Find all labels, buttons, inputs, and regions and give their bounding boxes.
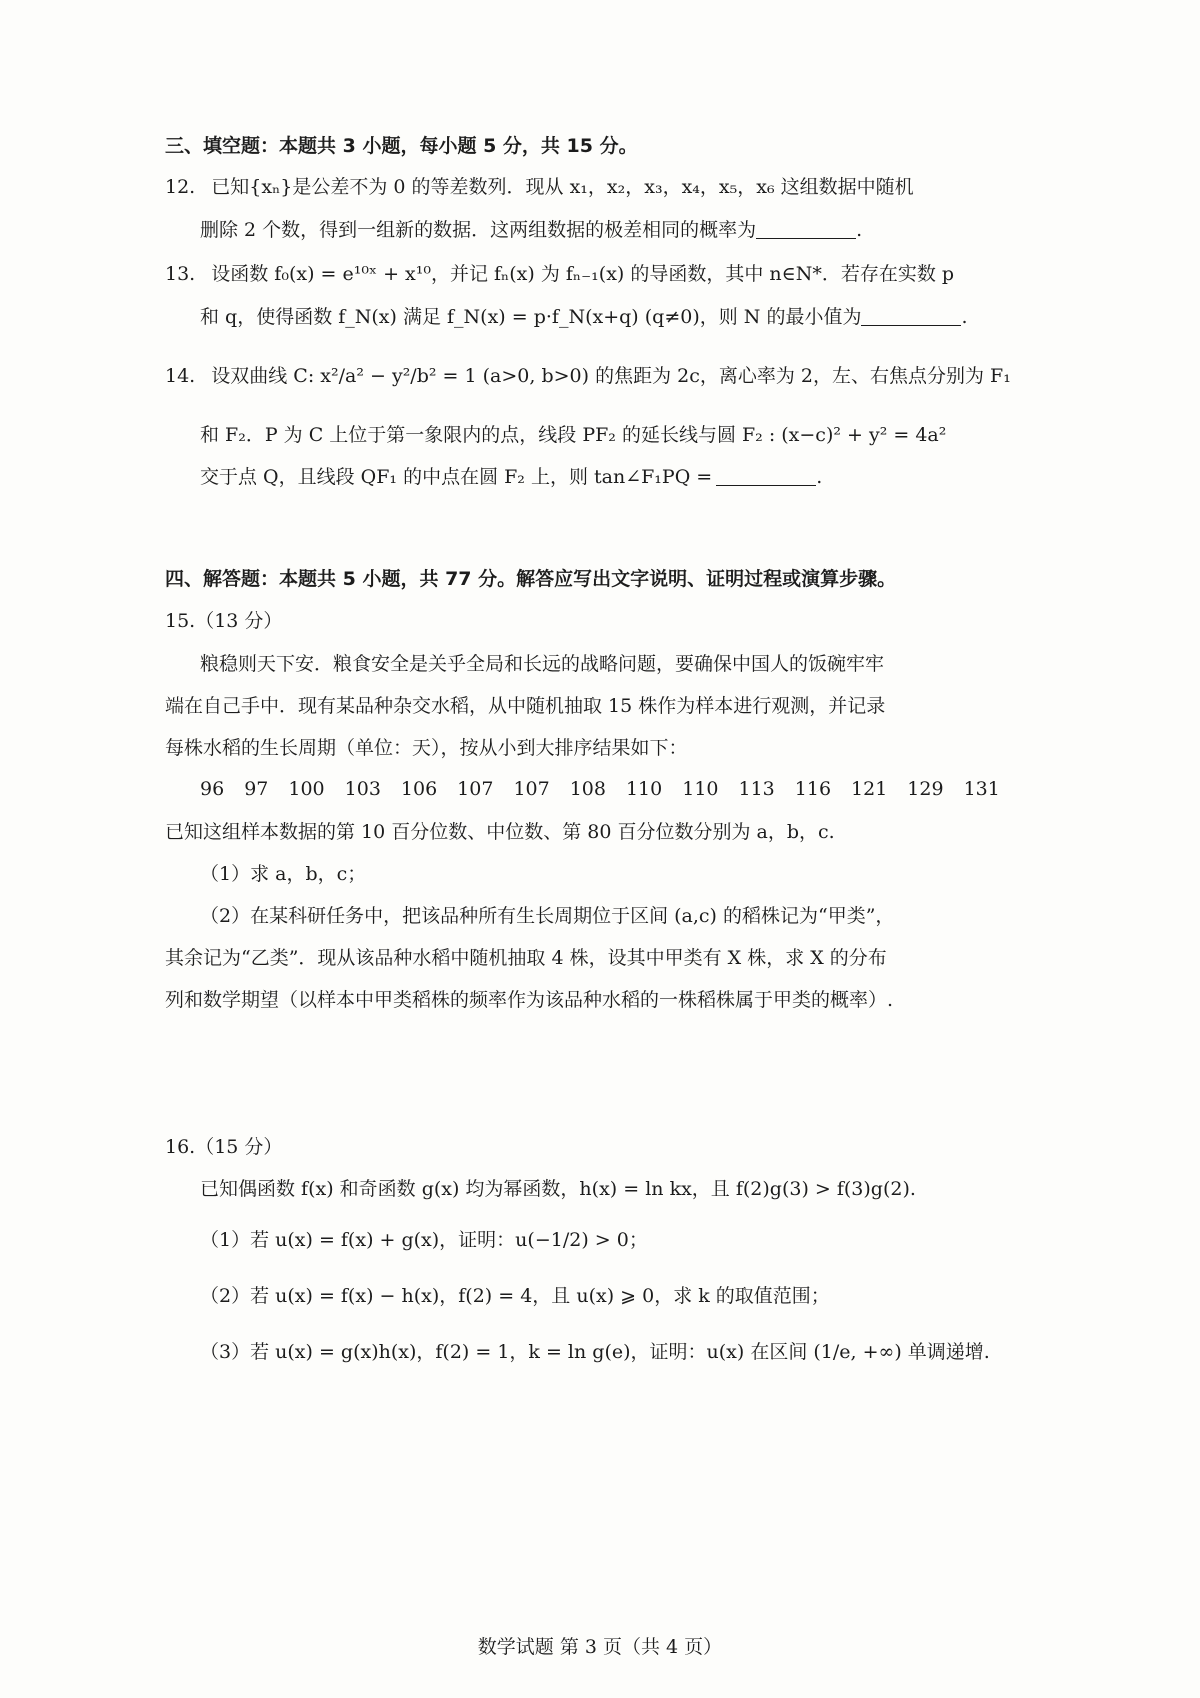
q12-period: . xyxy=(856,219,863,241)
q14-number: 14. xyxy=(165,365,196,387)
sample-value: 106 xyxy=(400,778,438,800)
q12-answer-blank[interactable] xyxy=(756,220,856,239)
q12-text1: 已知{xₙ}是公差不为 0 的等差数列．现从 x₁，x₂，x₃，x₄，x₅，x₆ 这组数据中随机 xyxy=(211,176,914,198)
sample-value: 103 xyxy=(344,778,381,800)
q15-subquestion-2-line1: （2）在某科研任务中，把该品种所有生长周期位于区间 (a,c) 的稻株记为“甲类”， xyxy=(200,905,895,927)
sample-value: 110 xyxy=(625,778,663,800)
q15-paragraph-line4: 已知这组样本数据的第 10 百分位数、中位数、第 80 百分位数分别为 a，b，c. xyxy=(165,821,835,843)
q15-paragraph-line2: 端在自己手中．现有某品种杂交水稻，从中随机抽取 15 株作为样本进行观测，并记录 xyxy=(165,695,886,717)
q16-paragraph: 已知偶函数 f(x) 和奇函数 g(x) 均为幂函数，h(x) = ln kx，且 f(2)g(3) > f(3)g(2). xyxy=(200,1178,916,1200)
q15-sample-data xyxy=(200,780,1020,799)
q14-text1: 设双曲线 C: x²/a² − y²/b² = 1 (a>0, b>0) 的焦距为 2c，离心率为 2，左、右焦点分别为 F₁ xyxy=(211,365,1011,387)
q14-line3 xyxy=(200,467,822,487)
q12-line1 xyxy=(165,178,914,197)
q15-paragraph-line3: 每株水稻的生长周期（单位：天），按从小到大排序结果如下： xyxy=(165,737,688,759)
q12-line2 xyxy=(200,220,862,240)
sample-value: 113 xyxy=(738,778,775,800)
q15-subquestion-2-line3: 列和数学期望（以样本中甲类稻株的频率作为该品种水稻的一株稻株属于甲类的概率）. xyxy=(165,989,894,1011)
sample-value: 129 xyxy=(907,778,944,800)
q16-header: 16.（15 分） xyxy=(165,1136,283,1158)
sample-value: 97 xyxy=(244,778,269,800)
q14-answer-blank[interactable] xyxy=(716,467,816,486)
q13-line2 xyxy=(200,307,968,327)
section4-heading: 四、解答题：本题共 5 小题，共 77 分。解答应写出文字说明、证明过程或演算步骤。 xyxy=(165,568,897,590)
sample-value: 116 xyxy=(794,778,832,800)
q13-text1: 设函数 f₀(x) = e¹⁰ˣ + x¹⁰，并记 fₙ(x) 为 fₙ₋₁(x) 的导函数，其中 n∈N*．若存在实数 p xyxy=(211,263,955,285)
sample-value: 108 xyxy=(569,778,606,800)
q16-subquestion-3: （3）若 u(x) = g(x)h(x)，f(2) = 1，k = ln g(e)，证明：u(x) 在区间 (1/e, +∞) 单调递增. xyxy=(200,1341,990,1363)
q13-number: 13. xyxy=(165,263,196,285)
q12-number: 12. xyxy=(165,176,196,198)
q13-answer-blank[interactable] xyxy=(861,307,961,326)
q13-line1 xyxy=(165,265,954,284)
sample-value: 121 xyxy=(851,778,888,800)
q16-subquestion-1: （1）若 u(x) = f(x) + g(x)，证明：u(−1/2) > 0； xyxy=(200,1229,648,1251)
sample-value: 107 xyxy=(513,778,550,800)
q15-subquestion-2-line2: 其余记为“乙类”．现从该品种水稻中随机抽取 4 株，设其中甲类有 X 株，求 X 的分布 xyxy=(165,947,887,969)
q14-line1 xyxy=(165,367,1011,386)
sample-value: 107 xyxy=(457,778,494,800)
sample-value: 110 xyxy=(682,778,719,800)
q15-paragraph-line1: 粮稳则天下安．粮食安全是关乎全局和长远的战略问题，要确保中国人的饭碗牢牢 xyxy=(200,653,885,675)
q14-text3: 交于点 Q，且线段 QF₁ 的中点在圆 F₂ 上，则 tan∠F₁PQ = xyxy=(200,466,713,488)
q15-header: 15.（13 分） xyxy=(165,610,283,632)
sample-value: 131 xyxy=(963,778,1000,800)
sample-value: 96 xyxy=(200,778,225,800)
q13-period: . xyxy=(961,306,968,328)
q15-subquestion-1: （1）求 a，b，c； xyxy=(200,863,367,885)
page-footer: 数学试题 第 3 页（共 4 页） xyxy=(477,1636,723,1658)
q13-text2: 和 q，使得函数 f_N(x) 满足 f_N(x) = p·f_N(x+q) (q≠0)，则 N 的最小值为 xyxy=(200,306,862,328)
q12-text2: 删除 2 个数，得到一组新的数据．这两组数据的极差相同的概率为 xyxy=(200,219,757,241)
q16-subquestion-2: （2）若 u(x) = f(x) − h(x)，f(2) = 4，且 u(x) ⩾ 0，求 k 的取值范围； xyxy=(200,1285,830,1307)
section3-heading: 三、填空题：本题共 3 小题，每小题 5 分，共 15 分。 xyxy=(165,135,638,157)
q14-line2: 和 F₂．P 为 C 上位于第一象限内的点，线段 PF₂ 的延长线与圆 F₂ : (x−c)² + y² = 4a² xyxy=(200,424,947,446)
q14-period: . xyxy=(816,466,823,488)
sample-value: 100 xyxy=(288,778,325,800)
